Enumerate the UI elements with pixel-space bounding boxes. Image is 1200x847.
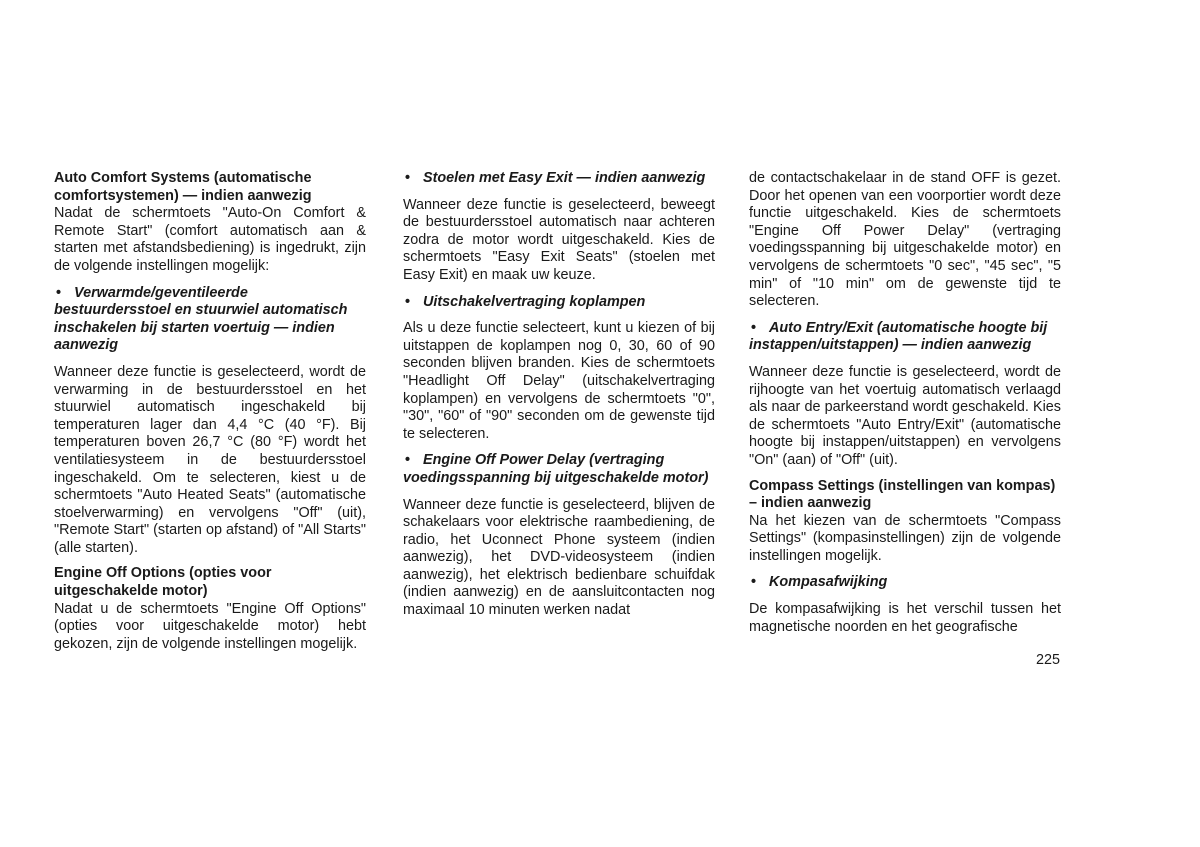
bullet-auto-entry-exit	[749, 320, 1061, 355]
bullet-label: Engine Off Power Delay (vertraging voedingsspanning bij uitgeschakelde motor)	[403, 452, 709, 486]
paragraph-engine-off-intro: Nadat u de schermtoets "Engine Off Options" (opties voor uitgeschakelde motor) hebt gekozen, zijn de volgende instellingen mogelijk.	[54, 600, 366, 652]
section-heading-compass: Compass Settings (instellingen van kompas) – indien aanwezig	[749, 477, 1056, 512]
paragraph-compass-variance: De kompasafwijking is het verschil tussen het magnetische noorden en het geografische	[749, 601, 1061, 635]
page-number: 225	[1035, 652, 1060, 668]
column-middle	[403, 170, 715, 620]
column-right	[749, 170, 1061, 636]
bullet-icon: •	[751, 574, 757, 591]
bullet-label: Stoelen met Easy Exit — indien aanwezig	[423, 170, 706, 186]
section-heading-engine-off: Engine Off Options (opties voor uitgeschakelde motor)	[54, 565, 272, 600]
bullet-label: Auto Entry/Exit (automatische hoogte bij instappen/uitstappen) — indien aanwezig	[749, 319, 1048, 354]
paragraph-compass-intro: Na het kiezen van de schermtoets "Compass Settings" (kompasinstellingen) zijn de volgende instellingen mogelijk.	[749, 512, 1061, 564]
bullet-icon: •	[405, 293, 411, 310]
bullet-label: Kompasafwijking	[769, 574, 888, 591]
section-heading-auto-comfort: Auto Comfort Systems (automatische comfortsystemen) — indien aanwezig	[54, 170, 312, 204]
bullet-icon: •	[56, 284, 62, 301]
paragraph-auto-entry-exit: Wanneer deze functie is geselecteerd, wordt de rijhoogte van het voertuig automatisch verlaagd als naar de parkeerstand wordt geschakeld. Kies de schermtoets "Auto Entry/Exit" (automatische hoogte bij instappen/uitstappen) en vervolgens "On" (aan) of "Off" (uit).	[749, 363, 1061, 468]
bullet-icon: •	[751, 319, 757, 336]
bullet-power-delay	[403, 452, 715, 487]
bullet-label: Uitschakelvertraging koplampen	[423, 293, 646, 310]
column-left	[54, 170, 366, 653]
paragraph-easy-exit: Wanneer deze functie is geselecteerd, beweegt de bestuurdersstoel automatisch naar achteren zodra de motor wordt uitgeschakeld. Kies de schermtoets "Easy Exit Seats" (stoelen met Easy Exit) en maak uw keuze.	[403, 196, 715, 283]
paragraph-headlight-delay: Als u deze functie selecteert, kunt u kiezen of bij uitstappen de koplampen nog 0, 30, 60 of 90 seconden blijven branden. Kies de schermtoets "Headlight Off Delay" (uitschakelvertraging koplampen) en vervolgens de schermtoets "0", "30", "60" of "90" seconden om de gewenste tijd te selecteren.	[403, 320, 715, 442]
paragraph-power-delay: Wanneer deze functie is geselecteerd, blijven de schakelaars voor elektrische raambediening, de radio, het Uconnect Phone systeem (indien aanwezig), het DVD-videosysteem (indien aanwezig), het elektrisch bedienbare schuifdak (indien aanwezig) en de aansluitcontacten nog maximaal 10 minuten werken nadat	[403, 496, 715, 619]
bullet-label: Verwarmde/geventileerde bestuurdersstoel en stuurwiel automatisch inschakelen bij starten voertuig — indien aanwezig	[54, 284, 348, 354]
bullet-heated-seats	[54, 285, 366, 355]
bullet-headlight-delay	[403, 294, 715, 312]
paragraph-power-delay-continued: de contactschakelaar in de stand OFF is gezet. Door het openen van een voorportier wordt deze functie uitgeschakeld. Kies de schermtoets "Engine Off Power Delay" (vertraging voedingsspanning bij uitgeschakelde motor) en vervolgens de schermtoets "0 sec", "45 sec", "5 min" of "10 min" om de gewenste tijd te selecteren.	[749, 170, 1061, 310]
paragraph-heated-seats: Wanneer deze functie is geselecteerd, wordt de verwarming in de bestuurdersstoel en het stuurwiel automatisch ingeschakeld bij temperaturen lager dan 4,4 °C (40 °F). Bij temperaturen boven 26,7 °C (80 °F) wordt het ventilatiesysteem in de bestuurdersstoel ingeschakeld. Om te selecteren, kiest u de schermtoets "Auto Heated Seats" (automatische stoelverwarming) en vervolgens "Off" (uit), "Remote Start" (starten op afstand) of "All Starts" (alle starten).	[54, 363, 366, 556]
bullet-easy-exit	[403, 170, 715, 188]
bullet-icon: •	[405, 452, 411, 469]
paragraph-auto-comfort-intro: Nadat de schermtoets "Auto-On Comfort & Remote Start" (comfort automatisch aan & starten met afstandsbediening) is ingedrukt, zijn de volgende instellingen mogelijk:	[54, 205, 366, 274]
bullet-icon: •	[405, 170, 411, 186]
bullet-compass-variance	[749, 574, 1061, 592]
